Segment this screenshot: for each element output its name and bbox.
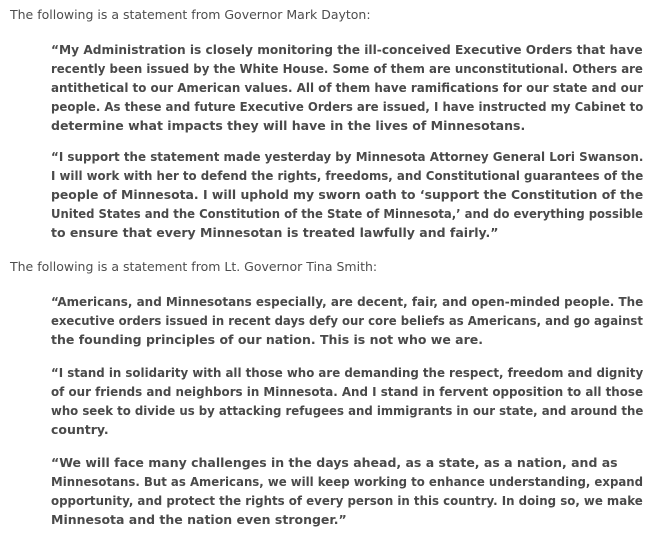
quote-line: recently been issued by the White House. Some of them are unconstitutional. Others are (51, 61, 643, 76)
quote-line: people. As these and future Executive Orders are issued, I have instructed my Cabinet to (51, 99, 644, 114)
quote-line: United States and the Constitution of the State of Minnesota,’ and do everything possible (51, 206, 644, 221)
statement-intro-governor: The following is a statement from Governor Mark Dayton: (10, 7, 371, 22)
quote-line: Minnesotans. But as Americans, we will keep working to enhance understanding, expand (51, 474, 644, 489)
quote-paragraph (51, 453, 644, 529)
quote-line: “I support the statement made yesterday by Minnesota Attorney General Lori Swanson. (51, 149, 644, 164)
quote-line: to ensure that every Minnesotan is treated lawfully and fairly.” (51, 225, 499, 240)
quote-line: who seek to divide us by attacking refugees and immigrants in our state, and around the (51, 403, 644, 418)
quote-paragraph (51, 292, 644, 349)
quote-line: I will work with her to defend the rights, freedoms, and Constitutional guarantees of the (51, 168, 644, 183)
quote-line: “I stand in solidarity with all those who are demanding the respect, freedom and dignity (51, 365, 644, 380)
quote-line: people of Minnesota. I will uphold my sworn oath to ‘support the Constitution of the (51, 187, 644, 202)
quote-line: antithetical to our American values. All of them have ramifications for our state and our (51, 80, 644, 95)
quote-line: executive orders issued in recent days defy our core beliefs as Americans, and go against (51, 313, 643, 328)
quote-line: opportunity, and protect the rights of every person in this country. In doing so, we make (51, 493, 643, 508)
quote-line: of our friends and neighbors in Minnesota. And I stand in fervent opposition to all those (51, 384, 644, 399)
quote-paragraph (51, 147, 644, 242)
quote-line: country. (51, 422, 109, 437)
quote-paragraph (51, 363, 644, 439)
quote-line: the founding principles of our nation. This is not who we are. (51, 332, 483, 347)
quote-line: “Americans, and Minnesotans especially, are decent, fair, and open-minded people. The (51, 294, 644, 309)
quote-line: “We will face many challenges in the days ahead, as a state, as a nation, and as (51, 455, 618, 470)
quote-paragraph (51, 40, 644, 135)
quote-line: determine what impacts they will have in the lives of Minnesotans. (51, 118, 526, 133)
quote-line: Minnesota and the nation even stronger.” (51, 512, 347, 527)
quote-line: “My Administration is closely monitoring the ill-conceived Executive Orders that have (51, 42, 643, 57)
statement-intro-lt-governor: The following is a statement from Lt. Governor Tina Smith: (10, 259, 378, 274)
